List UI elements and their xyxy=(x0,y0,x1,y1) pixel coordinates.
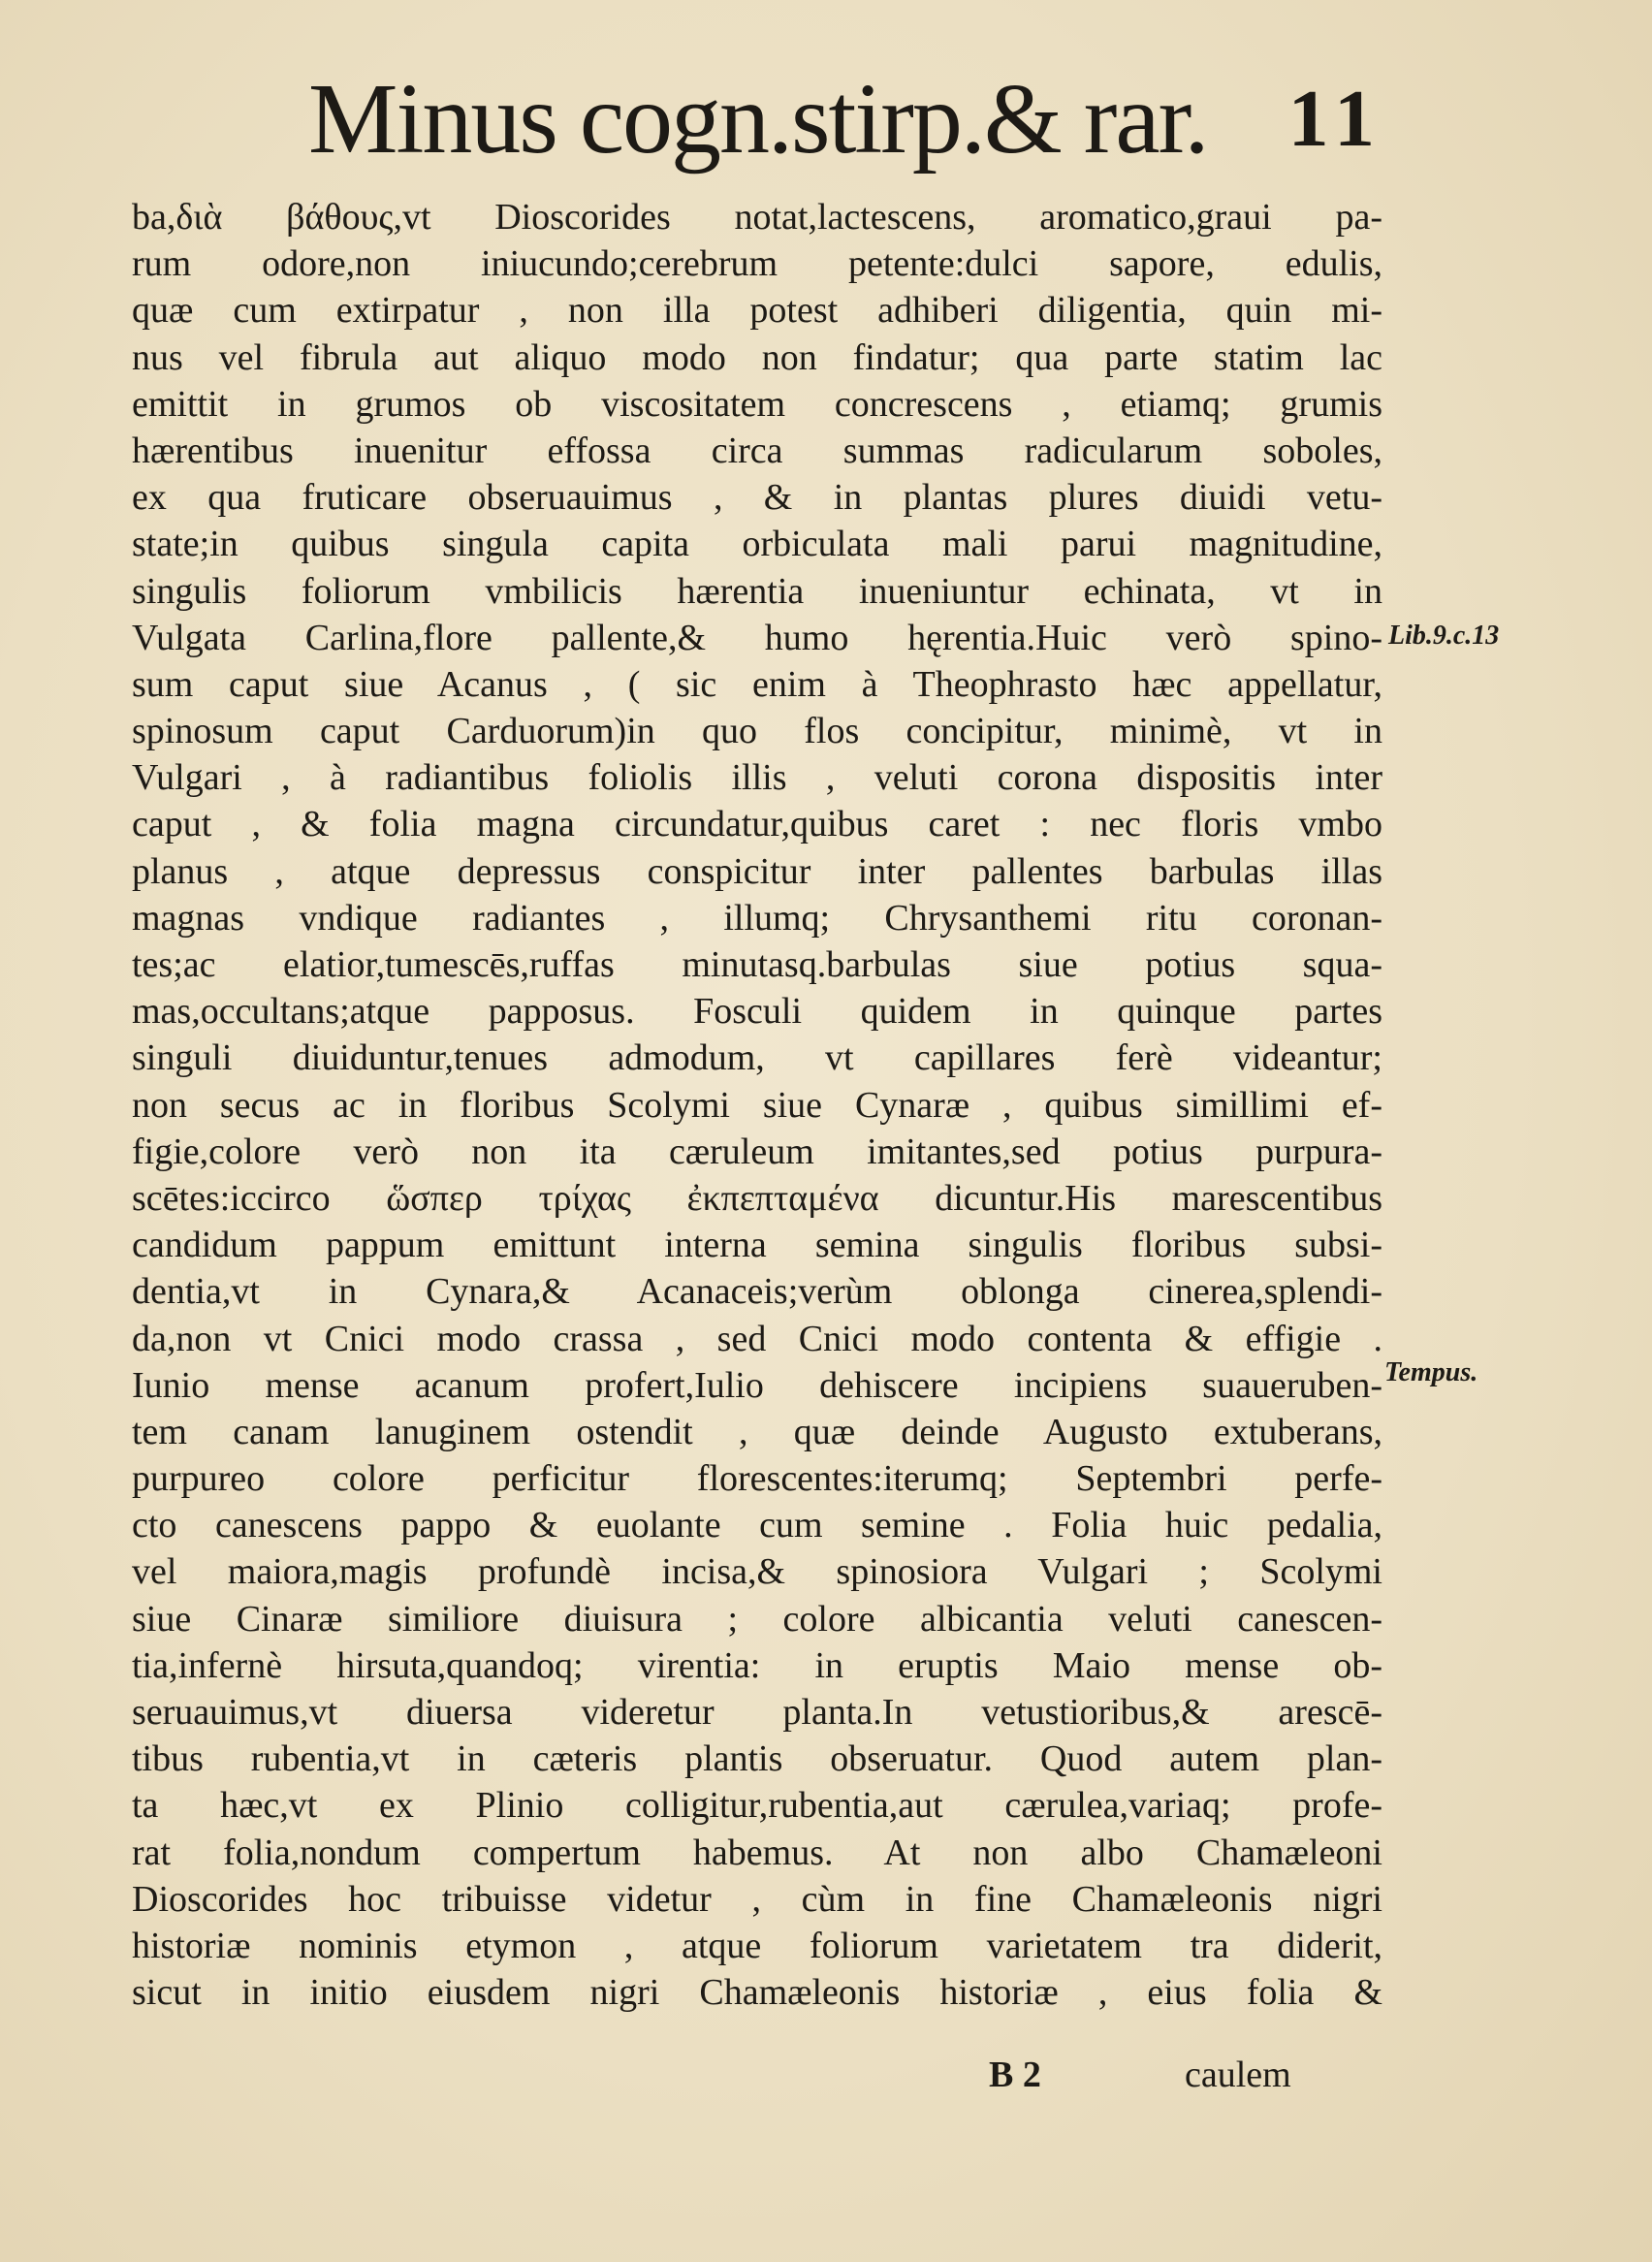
marginal-note-tempus: Tempus. xyxy=(1384,1357,1478,1387)
text-line: Iunio mense acanum profert,Iulio dehiscere incipiens suaueruben- xyxy=(132,1364,1382,1406)
text-line: ex qua fruticare obseruauimus , & in plantas plures diuidi vetu- xyxy=(132,477,1382,519)
page-header xyxy=(308,56,1384,182)
text-line: sicut in initio eiusdem nigri Chamæleonis historiæ , eius folia & xyxy=(132,1972,1382,2014)
text-line: planus , atque depressus conspicitur inter pallentes barbulas illas xyxy=(132,850,1382,892)
text-line: rat folia,nondum compertum habemus. At non albo Chamæleoni xyxy=(132,1832,1382,1873)
signature-mark: B 2 xyxy=(989,2055,1041,2095)
text-line: Dioscorides hoc tribuisse videtur , cùm in fine Chamæleonis nigri xyxy=(132,1878,1382,1920)
catchword: caulem xyxy=(1185,2055,1291,2095)
text-line: tes;ac elatior,tumescēs,ruffas minutasq.barbulas siue potius squa- xyxy=(132,944,1382,985)
page-number: 11 xyxy=(1287,74,1384,164)
text-line: singuli diuiduntur,tenues admodum, vt capillares ferè videantur; xyxy=(132,1037,1382,1079)
text-line: state;in quibus singula capita orbiculata mali parui magnitudine, xyxy=(132,524,1382,565)
text-line: singulis foliorum vmbilicis hærentia inueniuntur echinata, vt in xyxy=(132,570,1382,612)
text-line: Vulgata Carlina,flore pallente,& humo hęrentia.Huic verò spino- xyxy=(132,617,1382,658)
text-line: emittit in grumos ob viscositatem concrescens , etiamq; grumis xyxy=(132,383,1382,425)
text-line: caput , & folia magna circundatur,quibus caret : nec floris vmbo xyxy=(132,804,1382,845)
text-line: tia,infernè hirsuta,quandoq; virentia: in eruptis Maio mense ob- xyxy=(132,1644,1382,1686)
text-line: mas,occultans;atque papposus. Fosculi quidem in quinque partes xyxy=(132,991,1382,1033)
running-title: Minus cogn.stirp.& rar. xyxy=(308,63,1208,175)
text-line: scētes:iccirco ὥσπερ τρίχας ἐκπεπταμένα dicuntur.His marescentibus xyxy=(132,1177,1382,1219)
text-line: da,non vt Cnici modo crassa , sed Cnici modo contenta & effigie . xyxy=(132,1318,1382,1359)
text-line: ba,διὰ βάθους,vt Dioscorides notat,lactescens, aromatico,graui pa- xyxy=(132,197,1382,238)
text-line: siue Cinaræ similiore diuisura ; colore albicantia veluti canescen- xyxy=(132,1598,1382,1640)
text-line: quæ cum extirpatur , non illa potest adhiberi diligentia, quin mi- xyxy=(132,290,1382,332)
text-line: purpureo colore perficitur florescentes:iterumq; Septembri perfe- xyxy=(132,1458,1382,1500)
text-line: dentia,vt in Cynara,& Acanaceis;verùm oblonga cinerea,splendi- xyxy=(132,1271,1382,1313)
text-line: figie,colore verò non ita cæruleum imitantes,sed potius purpura- xyxy=(132,1131,1382,1172)
text-line: cto canescens pappo & euolante cum semine . Folia huic pedalia, xyxy=(132,1505,1382,1546)
text-line: Vulgari , à radiantibus foliolis illis , veluti corona dispositis inter xyxy=(132,757,1382,799)
text-line: seruauimus,vt diuersa videretur planta.In vetustioribus,& arescē- xyxy=(132,1692,1382,1733)
text-line: nus vel fibrula aut aliquo modo non findatur; qua parte statim lac xyxy=(132,336,1382,378)
text-line: non secus ac in floribus Scolymi siue Cynaræ , quibus simillimi ef- xyxy=(132,1084,1382,1126)
text-line: spinosum caput Carduorum)in quo flos concipitur, minimè, vt in xyxy=(132,711,1382,752)
marginal-note-lib: Lib.9.c.13 xyxy=(1388,621,1500,651)
text-line: tibus rubentia,vt in cæteris plantis obseruatur. Quod autem plan- xyxy=(132,1738,1382,1780)
page-footer xyxy=(989,2051,1377,2099)
text-line: vel maiora,magis profundè incisa,& spinosiora Vulgari ; Scolymi xyxy=(132,1551,1382,1593)
body-text xyxy=(132,194,1382,2016)
text-line: candidum pappum emittunt interna semina singulis floribus subsi- xyxy=(132,1225,1382,1266)
text-line: tem canam lanuginem ostendit , quæ deinde Augusto extuberans, xyxy=(132,1411,1382,1452)
text-line: historiæ nominis etymon , atque foliorum varietatem tra diderit, xyxy=(132,1925,1382,1966)
text-line: sum caput siue Acanus , ( sic enim à Theophrasto hæc appellatur, xyxy=(132,663,1382,705)
text-line: ta hæc,vt ex Plinio colligitur,rubentia,aut cærulea,variaq; profe- xyxy=(132,1785,1382,1827)
text-line: magnas vndique radiantes , illumq; Chrysanthemi ritu coronan- xyxy=(132,897,1382,939)
text-line: hærentibus inuenitur effossa circa summas radicularum soboles, xyxy=(132,430,1382,471)
text-line: rum odore,non iniucundo;cerebrum petente:dulci sapore, edulis, xyxy=(132,243,1382,285)
